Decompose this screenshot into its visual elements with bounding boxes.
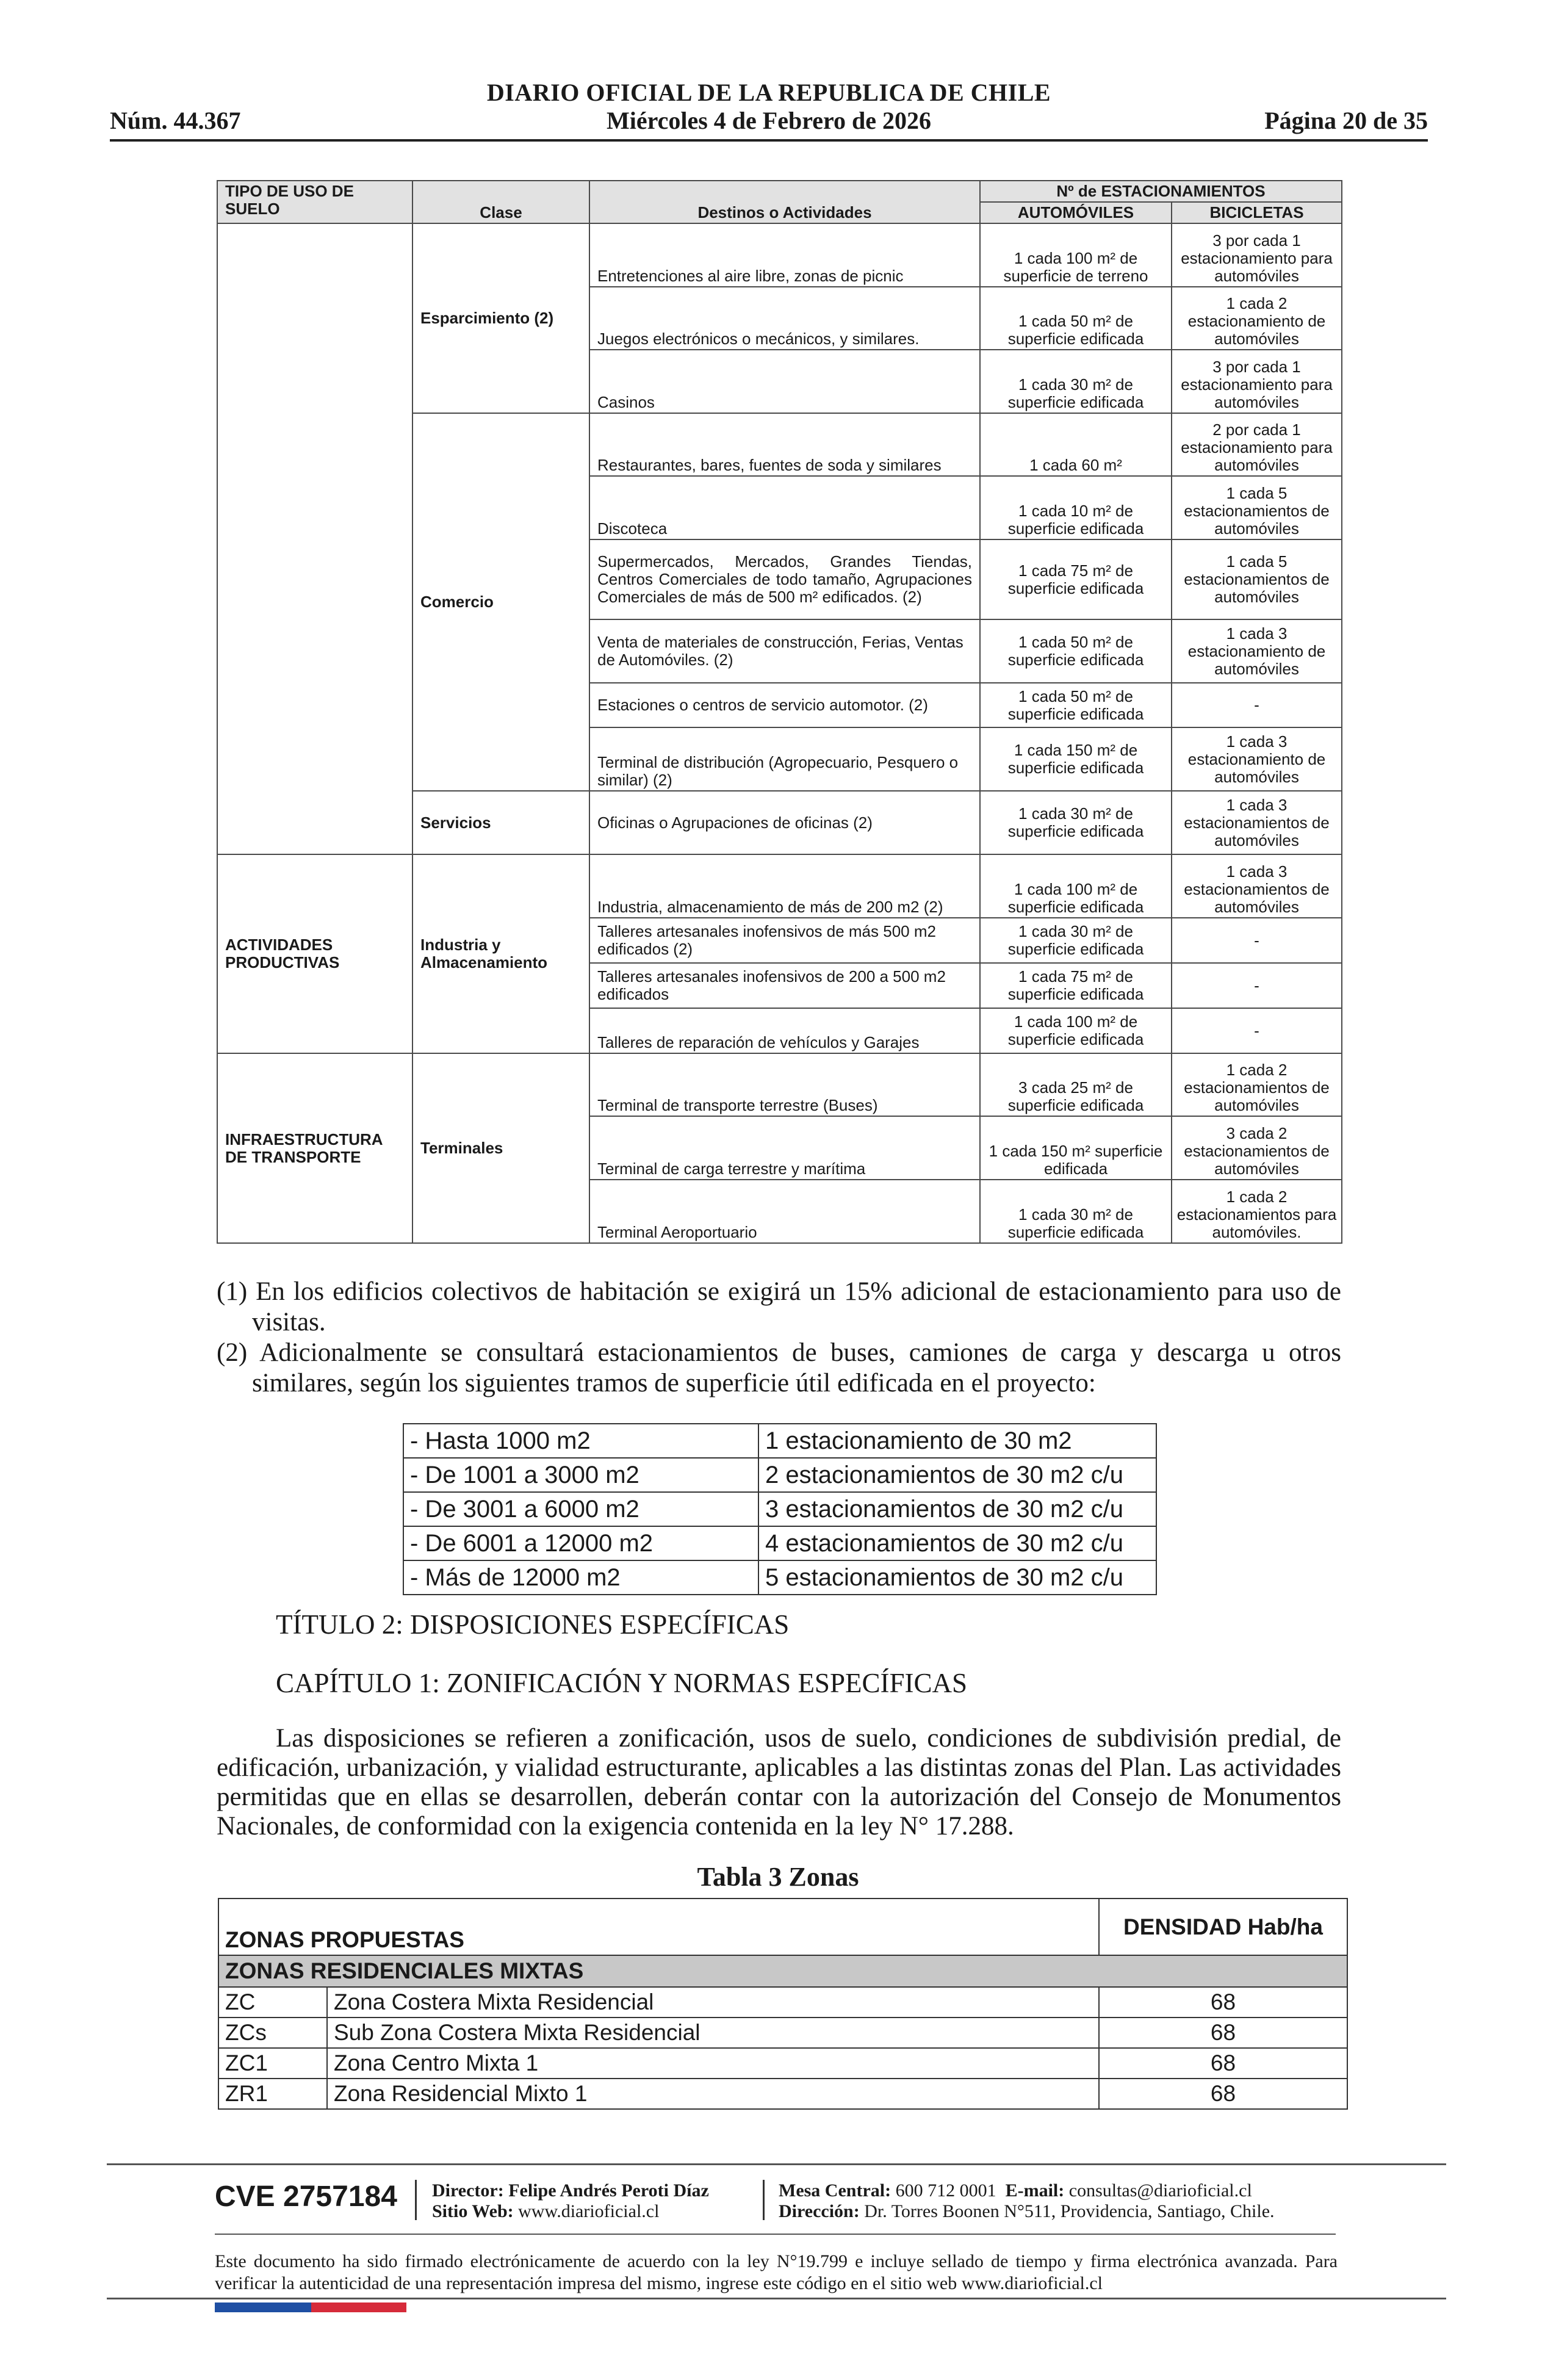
clase-cell: Servicios [412, 791, 589, 854]
header-estacionamientos: Nº de ESTACIONAMIENTOS [980, 181, 1342, 202]
tipo-cell: INFRAESTRUCTURA DE TRANSPORTE [217, 1053, 412, 1243]
range-tramo: - De 6001 a 12000 m2 [403, 1526, 758, 1560]
destino-cell: Venta de materiales de construcción, Ferias, Ventas de Automóviles. (2) [589, 619, 980, 683]
auto-cell: 1 cada 50 m² de superficie edificada [980, 287, 1172, 350]
range-tramo: - De 1001 a 3000 m2 [403, 1458, 758, 1492]
footer-separator [415, 2180, 417, 2220]
header-clase: Clase [412, 181, 589, 223]
note-2: (2) Adicionalmente se consultará estacionamientos de buses, camiones de carga y descarga u otros similares, según los siguientes tramos de superficie útil edificada en el proyecto: [217, 1338, 1341, 1397]
destino-cell: Talleres artesanales inofensivos de 200 a 500 m2 edificados [589, 963, 980, 1008]
issue-date: Miércoles 4 de Febrero de 2026 [606, 107, 932, 134]
cve-code: CVE 2757184 [215, 2180, 397, 2213]
clase-cell: Terminales [412, 1053, 589, 1243]
destino-cell: Terminal de transporte terrestre (Buses) [589, 1053, 980, 1116]
destino-cell: Supermercados, Mercados, Grandes Tiendas, Centros Comerciales de todo tamaño, Agrupaciones Comerciales de más de 500 m² edificados. (2) [589, 539, 980, 619]
destino-cell: Juegos electrónicos o mecánicos, y similares. [589, 287, 980, 350]
bici-cell: - [1172, 1008, 1342, 1053]
zone-density: 68 [1099, 2018, 1347, 2048]
clase-cell: Industria y Almacenamiento [412, 854, 589, 1053]
zone-density: 68 [1099, 1987, 1347, 2018]
web-label: Sitio Web: [432, 2201, 514, 2221]
bici-cell: - [1172, 963, 1342, 1008]
destino-cell: Discoteca [589, 476, 980, 539]
auto-cell: 1 cada 100 m² de superficie de terreno [980, 223, 1172, 287]
auto-cell: 1 cada 50 m² de superficie edificada [980, 683, 1172, 727]
bici-cell: 1 cada 2 estacionamientos para automóviles. [1172, 1180, 1342, 1243]
phone-number: 600 712 0001 [895, 2180, 996, 2201]
auto-cell: 1 cada 100 m² de superficie edificada [980, 854, 1172, 918]
bici-cell: 1 cada 2 estacionamiento de automóviles [1172, 287, 1342, 350]
header-automoviles: AUTOMÓVILES [980, 202, 1172, 223]
auto-cell: 1 cada 75 m² de superficie edificada [980, 539, 1172, 619]
zone-density: 68 [1099, 2079, 1347, 2109]
zone-name: Zona Centro Mixta 1 [327, 2048, 1099, 2079]
auto-cell: 1 cada 75 m² de superficie edificada [980, 963, 1172, 1008]
destino-cell: Talleres artesanales inofensivos de más 500 m2 edificados (2) [589, 918, 980, 963]
density-header: DENSIDAD Hab/ha [1099, 1899, 1347, 1955]
zones-header: ZONAS PROPUESTAS [218, 1899, 1099, 1955]
auto-cell: 1 cada 10 m² de superficie edificada [980, 476, 1172, 539]
zones-table-caption: Tabla 3 Zonas [697, 1862, 859, 1892]
header-destinos: Destinos o Actividades [589, 181, 980, 223]
bus-parking-ranges-table [403, 1423, 1157, 1595]
bici-cell: 1 cada 3 estacionamiento de automóviles [1172, 727, 1342, 791]
body-paragraph: Las disposiciones se refieren a zonificación, usos de suelo, condiciones de subdivisión predial, de edificación, urbanización, y vialidad estructurante, aplicables a las distintas zonas del Plan. Las actividades permitidas que en ellas se desarrollen, deberán contar con la autorización del Consejo de Monumentos Nacionales, de conformidad con la exigencia contenida en la ley N° 17.288. [217, 1724, 1341, 1841]
bici-cell: 1 cada 3 estacionamiento de automóviles [1172, 619, 1342, 683]
auto-cell: 1 cada 60 m² [980, 413, 1172, 476]
flag-stripe-red [311, 2302, 406, 2312]
address-label: Dirección: [779, 2201, 860, 2221]
range-tramo: - Hasta 1000 m2 [403, 1424, 758, 1458]
destino-cell: Oficinas o Agrupaciones de oficinas (2) [589, 791, 980, 854]
zone-name: Zona Residencial Mixto 1 [327, 2079, 1099, 2109]
auto-cell: 1 cada 100 m² de superficie edificada [980, 1008, 1172, 1053]
email-link[interactable]: consultas@diarioficial.cl [1068, 2180, 1252, 2201]
parking-requirements-table [217, 180, 1342, 1244]
issue-number: Núm. 44.367 [110, 107, 241, 134]
destino-cell: Casinos [589, 350, 980, 413]
range-valor: 1 estacionamiento de 30 m2 [758, 1424, 1156, 1458]
tipo-cell [217, 223, 412, 854]
range-valor: 2 estacionamientos de 30 m2 c/u [758, 1458, 1156, 1492]
zone-code: ZC1 [218, 2048, 327, 2079]
clase-cell: Comercio [412, 413, 589, 791]
director-label: Director: [432, 2180, 504, 2201]
destino-cell: Estaciones o centros de servicio automotor. (2) [589, 683, 980, 727]
range-tramo: - Más de 12000 m2 [403, 1560, 758, 1595]
zones-table [218, 1898, 1348, 2110]
bici-cell: 3 por cada 1 estacionamiento para automóviles [1172, 223, 1342, 287]
zone-density: 68 [1099, 2048, 1347, 2079]
destino-cell: Restaurantes, bares, fuentes de soda y similares [589, 413, 980, 476]
bici-cell: - [1172, 918, 1342, 963]
destino-cell: Talleres de reparación de vehículos y Garajes [589, 1008, 980, 1053]
bici-cell: 1 cada 3 estacionamientos de automóviles [1172, 791, 1342, 854]
page-header [110, 78, 1428, 146]
footer-divider-bottom [107, 2298, 1446, 2299]
zone-code: ZCs [218, 2018, 327, 2048]
flag-stripe-blue [215, 2302, 311, 2312]
bici-cell: 1 cada 3 estacionamientos de automóviles [1172, 854, 1342, 918]
footer-divider-top [107, 2163, 1446, 2165]
bici-cell: 1 cada 2 estacionamientos de automóviles [1172, 1053, 1342, 1116]
auto-cell: 1 cada 30 m² de superficie edificada [980, 918, 1172, 963]
auto-cell: 1 cada 30 m² de superficie edificada [980, 350, 1172, 413]
header-tipo: TIPO DE USO DE SUELO [217, 181, 412, 223]
footer-separator [763, 2180, 765, 2220]
chapter-1-heading: CAPÍTULO 1: ZONIFICACIÓN Y NORMAS ESPECÍFICAS [276, 1668, 968, 1698]
contact-block [779, 2180, 1275, 2222]
signature-notice: Este documento ha sido firmado electrónicamente de acuerdo con la ley N°19.799 e incluye sellado de tiempo y firma electrónica avanzada. Para verificar la autenticidad de una representación impresa del mismo, ingrese este código en el sitio web www.diarioficial.cl [215, 2251, 1338, 2293]
mesa-label: Mesa Central: [779, 2180, 891, 2201]
footer-divider-mid [215, 2234, 1336, 2235]
auto-cell: 1 cada 30 m² de superficie edificada [980, 1180, 1172, 1243]
zone-group-row: ZONAS RESIDENCIALES MIXTAS [218, 1955, 1347, 1987]
bici-cell: - [1172, 683, 1342, 727]
bici-cell: 2 por cada 1 estacionamiento para automóviles [1172, 413, 1342, 476]
note-1: (1) En los edificios colectivos de habitación se exigirá un 15% adicional de estacionamiento para uso de visitas. [217, 1277, 1341, 1336]
bici-cell: 3 por cada 1 estacionamiento para automóviles [1172, 350, 1342, 413]
website-link[interactable]: www.diarioficial.cl [518, 2201, 660, 2221]
destino-cell: Terminal de distribución (Agropecuario, Pesquero o similar) (2) [589, 727, 980, 791]
header-bicicletas: BICICLETAS [1172, 202, 1342, 223]
page-number: Página 20 de 35 [1264, 107, 1428, 134]
destino-cell: Industria, almacenamiento de más de 200 m2 (2) [589, 854, 980, 918]
director-name: Felipe Andrés Peroti Díaz [508, 2180, 709, 2201]
auto-cell: 1 cada 50 m² de superficie edificada [980, 619, 1172, 683]
bici-cell: 3 cada 2 estacionamientos de automóviles [1172, 1116, 1342, 1180]
destino-cell: Entretenciones al aire libre, zonas de picnic [589, 223, 980, 287]
table-notes [217, 1277, 1341, 1399]
range-valor: 4 estacionamientos de 30 m2 c/u [758, 1526, 1156, 1560]
zone-name: Zona Costera Mixta Residencial [327, 1987, 1099, 2018]
address: Dr. Torres Boonen N°511, Providencia, Santiago, Chile. [864, 2201, 1275, 2221]
clase-cell: Esparcimiento (2) [412, 223, 589, 413]
range-tramo: - De 3001 a 6000 m2 [403, 1492, 758, 1526]
auto-cell: 1 cada 30 m² de superficie edificada [980, 791, 1172, 854]
header-divider [110, 139, 1428, 142]
bici-cell: 1 cada 5 estacionamientos de automóviles [1172, 539, 1342, 619]
newspaper-title: DIARIO OFICIAL DE LA REPUBLICA DE CHILE [486, 79, 1051, 106]
title-2-heading: TÍTULO 2: DISPOSICIONES ESPECÍFICAS [276, 1609, 790, 1640]
destino-cell: Terminal de carga terrestre y marítima [589, 1116, 980, 1180]
range-valor: 3 estacionamientos de 30 m2 c/u [758, 1492, 1156, 1526]
auto-cell: 1 cada 150 m² de superficie edificada [980, 727, 1172, 791]
director-block [432, 2180, 709, 2222]
range-valor: 5 estacionamientos de 30 m2 c/u [758, 1560, 1156, 1595]
tipo-cell: ACTIVIDADES PRODUCTIVAS [217, 854, 412, 1053]
zone-code: ZC [218, 1987, 327, 2018]
bici-cell: 1 cada 5 estacionamientos de automóviles [1172, 476, 1342, 539]
zone-code: ZR1 [218, 2079, 327, 2109]
email-label: E-mail: [1005, 2180, 1065, 2201]
destino-cell: Terminal Aeroportuario [589, 1180, 980, 1243]
zone-name: Sub Zona Costera Mixta Residencial [327, 2018, 1099, 2048]
auto-cell: 3 cada 25 m² de superficie edificada [980, 1053, 1172, 1116]
auto-cell: 1 cada 150 m² superficie edificada [980, 1116, 1172, 1180]
